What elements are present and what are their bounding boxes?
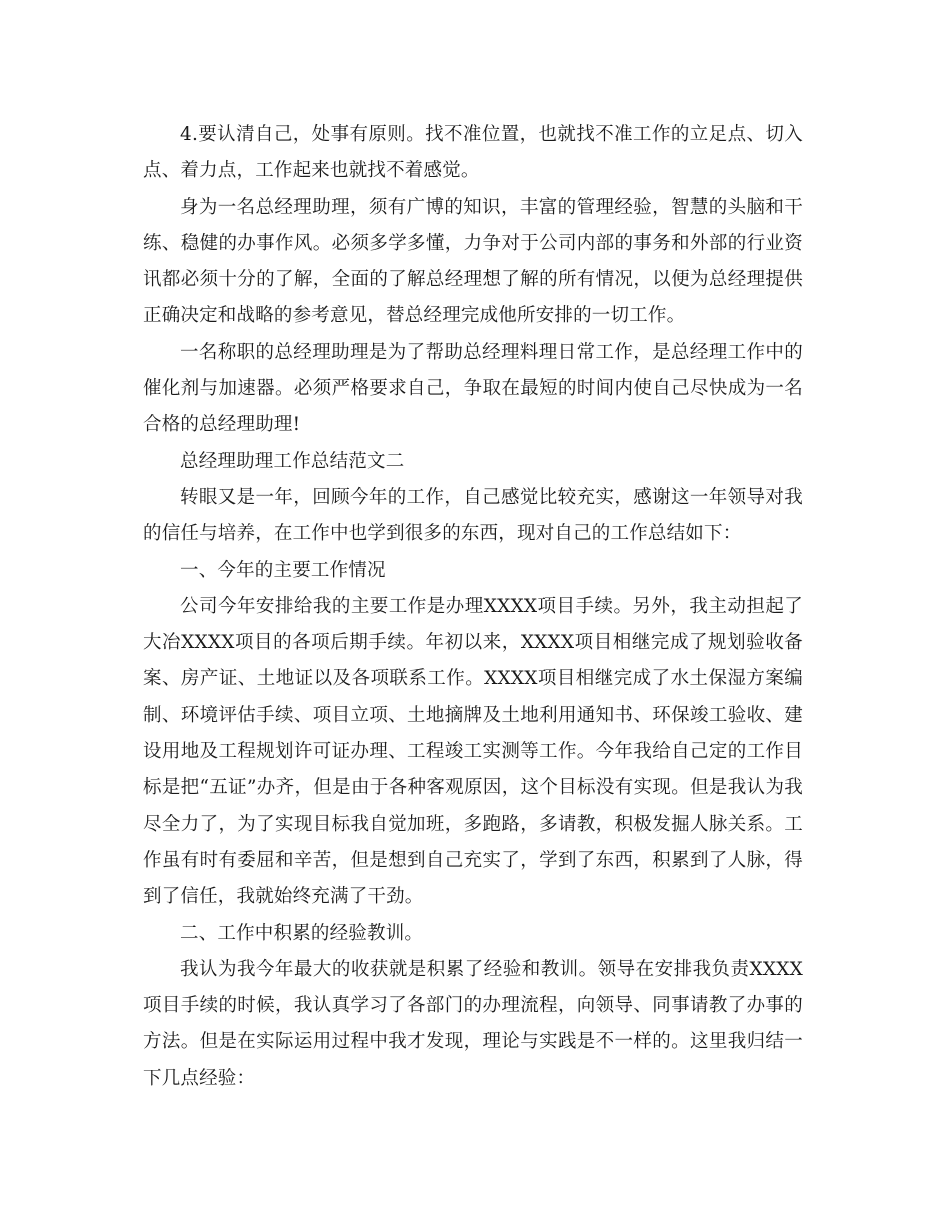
heading-main-work: 一、今年的主要工作情况 xyxy=(180,559,386,581)
section-title-sample-two: 总经理助理工作总结范文二 xyxy=(180,450,405,472)
paragraph-qualified-assistant: 一名称职的总经理助理是为了帮助总经理料理日常工作，是总经理工作中的催化剂与加速器。必须严格要求自己，争取在最短的时间内使自己尽快成为一名合格的总经理助理! xyxy=(143,341,803,436)
paragraph-year-review: 转眼又是一年，回顾今年的工作，自己感觉比较充实，感谢这一年领导对我的信任与培养，在工作中也学到很多的东西，现对自己的工作总结如下： xyxy=(143,486,803,545)
paragraph-self-awareness: 4.要认清自己，处事有原则。找不准位置，也就找不准工作的立足点、切入点、着力点，工作起来也就找不着感觉。 xyxy=(143,124,803,182)
paragraph-experience: 我认为我今年最大的收获就是积累了经验和教训。领导在安排我负责XXXX项目手续的时候，我认真学习了各部门的办理流程，向领导、同事请教了办事的方法。但是在实际运用过程中我才发现，理论与实践是不一样的。这里我归结一下几点经验： xyxy=(143,958,803,1089)
paragraph-main-work: 公司今年安排给我的主要工作是办理XXXX项目手续。另外，我主动担起了大冶XXXX项目的各项后期手续。年初以来，XXXX项目相继完成了规划验收备案、房产证、土地证以及各项联系工作。XXXX项目相继完成了水土保湿方案编制、环境评估手续、项目立项、土地摘牌及土地利用通知书、环保竣工验收、建设用地及工程规划许可证办理、工程竣工实测等工作。今年我给自己定的工作目标是把“五证”办齐，但是由于各种客观原因，这个目标没有实现。但是我认为我尽全力了，为了实现目标我自觉加班，多跑路，多请教，积极发掘人脉关系。工作虽有时有委屈和辛苦，但是想到自己充实了，学到了东西，积累到了人脉，得到了信任，我就始终充满了干劲。 xyxy=(143,595,803,908)
paragraph-assistant-qualities: 身为一名总经理助理，须有广博的知识，丰富的管理经验，智慧的头脑和干练、稳健的办事作风。必须多学多懂，力争对于公司内部的事务和外部的行业资讯都必须十分的了解，全面的了解总经理想了解的所有情况，以便为总经理提供正确决定和战略的参考意见，替总经理完成他所安排的一切工作。 xyxy=(143,196,803,327)
heading-experience: 二、工作中积累的经验教训。 xyxy=(180,922,424,944)
document-body xyxy=(143,117,803,1097)
